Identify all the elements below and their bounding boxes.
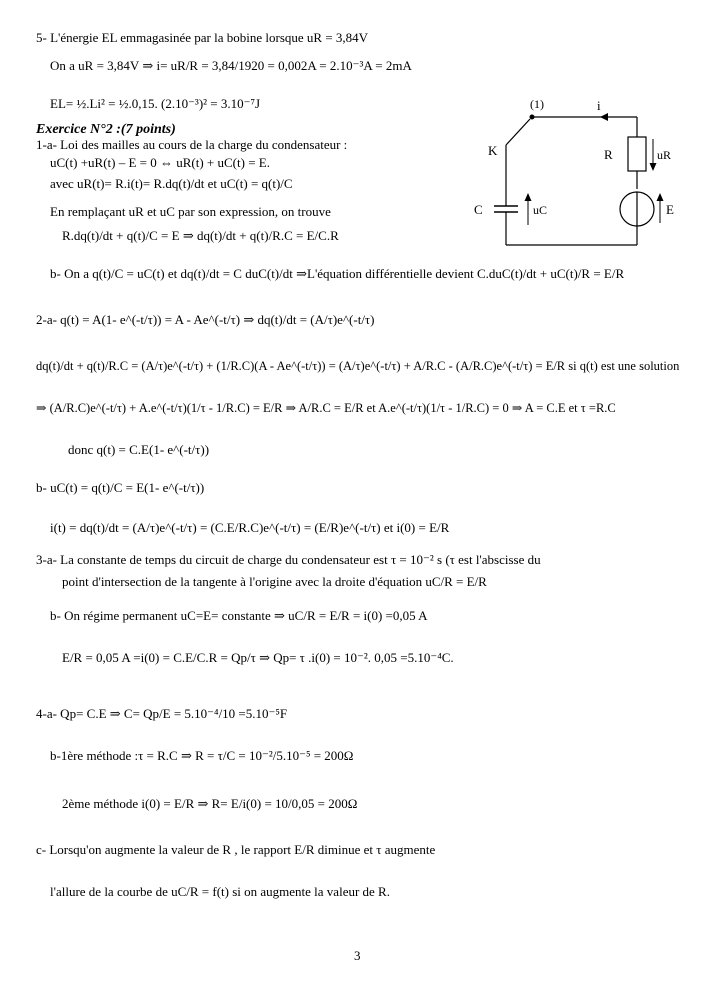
question-2a: 2-a- q(t) = A(1- e^(-t/τ)) = A - Ae^(-t/τ) ⇒ dq(t)/dt = (A/τ)e^(-t/τ) bbox=[36, 312, 375, 327]
mesh-law-equation: uC(t) +uR(t) – E = 0 ⇔ uR(t) + uC(t) = E. bbox=[50, 155, 270, 170]
question-4a: 4-a- Qp= C.E ⇒ C= Qp/E = 5.10⁻⁴/10 =5.10⁻⁵F bbox=[36, 706, 288, 721]
exercise-2-heading: Exercice N°2 :(7 points) bbox=[36, 122, 176, 137]
energy-calculation: EL= ½.Li² = ½.0,15. (2.10⁻³)² = 3.10⁻⁷J bbox=[50, 96, 261, 111]
e-arrowhead bbox=[657, 193, 664, 201]
charge-calculation: E/R = 0,05 A =i(0) = C.E/C.R = Qp/τ ⇒ Qp= τ .i(0) = 10⁻². 0,05 =5.10⁻⁴C. bbox=[62, 650, 454, 665]
current-arrow bbox=[600, 113, 608, 121]
question-1a-heading: 1-a- Loi des mailles au cours de la charge du condensateur : bbox=[36, 137, 348, 152]
verification-equation: dq(t)/dt + q(t)/R.C = (A/τ)e^(-t/τ) + (1/R.C)(A - Ae^(-t/τ)) = (A/τ)e^(-t/τ) + A/R.C - (A/R.C)e^(-t/τ) = E/R si q(t) est une solution bbox=[36, 359, 680, 373]
ur-arrowhead bbox=[650, 163, 657, 171]
switch-blade bbox=[506, 119, 530, 145]
ur-uc-expressions: avec uR(t)= R.i(t)= R.dq(t)/dt et uC(t) = q(t)/C bbox=[50, 176, 293, 191]
resistor-symbol bbox=[628, 137, 646, 171]
resistor-label: R bbox=[604, 147, 613, 162]
question-2b-uc: b- uC(t) = q(t)/C = E(1- e^(-t/τ)) bbox=[36, 480, 205, 495]
question-3b: b- On régime permanent uC=E= constante ⇒ uC/R = E/R = i(0) =0,05 A bbox=[50, 608, 428, 623]
current-calculation: On a uR = 3,84V ⇒ i= uR/R = 3,84/1920 = 0,002A = 2.10⁻³A = 2mA bbox=[50, 58, 412, 73]
source-label: E bbox=[666, 202, 674, 217]
question-3a: 3-a- La constante de temps du circuit de charge du condensateur est τ = 10⁻² s (τ est l'abscisse du bbox=[36, 552, 541, 567]
question-5-heading: 5- L'énergie EL emmagasinée par la bobine lorsque uR = 3,84V bbox=[36, 30, 369, 45]
page-number: 3 bbox=[354, 948, 361, 963]
q-solution: donc q(t) = C.E(1- e^(-t/τ)) bbox=[68, 442, 210, 457]
switch-contact-1 bbox=[530, 115, 535, 120]
uc-arrowhead bbox=[525, 193, 532, 201]
question-4c-continued: l'allure de la courbe de uC/R = f(t) si on augmente la valeur de R. bbox=[50, 884, 390, 899]
question-4c: c- Lorsqu'on augmente la valeur de R , le rapport E/R diminue et τ augmente bbox=[36, 842, 436, 857]
question-3a-continued: point d'intersection de la tangente à l'origine avec la droite d'équation uC/R = E/R bbox=[62, 574, 487, 589]
differential-equation-q: R.dq(t)/dt + q(t)/C = E ⇒ dq(t)/dt + q(t)/R.C = E/C.R bbox=[62, 228, 339, 243]
question-1b: b- On a q(t)/C = uC(t) et dq(t)/dt = C duC(t)/dt ⇒L'équation différentielle devient C.duC(t)/dt + uC(t)/R = E/R bbox=[50, 266, 625, 281]
method-1: b-1ère méthode :τ = R.C ⇒ R = τ/C = 10⁻²/5.10⁻⁵ = 200Ω bbox=[50, 748, 354, 763]
switch-label: K bbox=[488, 143, 498, 158]
switch-position-label: (1) bbox=[530, 97, 544, 111]
ur-label: uR bbox=[657, 148, 672, 162]
capacitor-label: C bbox=[474, 202, 483, 217]
current-expression: i(t) = dq(t)/dt = (A/τ)e^(-t/τ) = (C.E/R.C)e^(-t/τ) = (E/R)e^(-t/τ) et i(0) = E/R bbox=[50, 520, 450, 535]
identification-constants: ⇒ (A/R.C)e^(-t/τ) + A.e^(-t/τ)(1/τ - 1/R.C) = E/R ⇒ A/R.C = E/R et A.e^(-t/τ)(1/τ - 1/R.C) = 0 ⇒ A = C.E et τ =R.C bbox=[36, 401, 616, 415]
uc-label: uC bbox=[533, 203, 548, 217]
current-label: i bbox=[597, 98, 601, 113]
method-2: 2ème méthode i(0) = E/R ⇒ R= E/i(0) = 10/0,05 = 200Ω bbox=[62, 796, 358, 811]
rc-circuit-diagram bbox=[460, 95, 690, 265]
substitution-text: En remplaçant uR et uC par son expression, on trouve bbox=[50, 204, 331, 219]
